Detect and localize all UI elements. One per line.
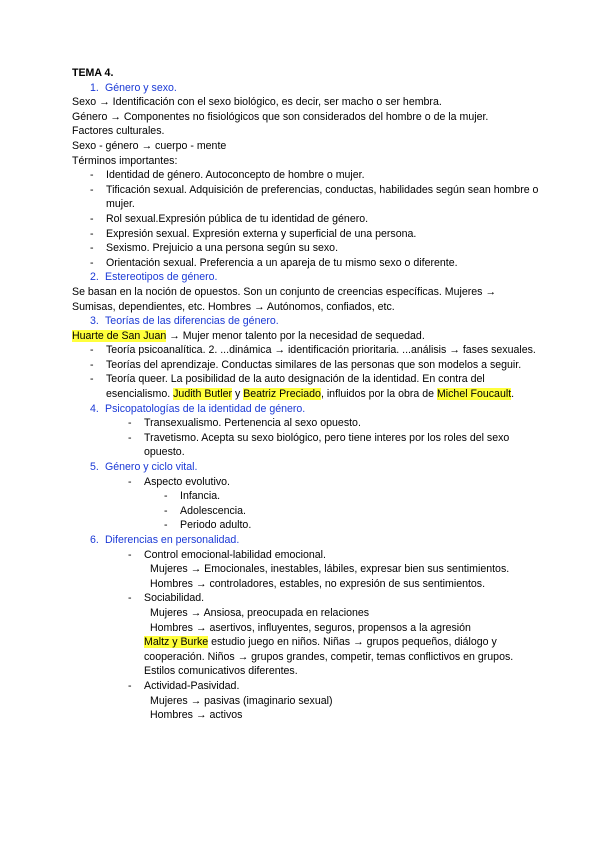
section-heading-4: 4. Psicopatologías de la identidad de género. — [90, 402, 306, 415]
section-heading-6: 6. Diferencias en personalidad. — [90, 534, 240, 546]
list-item: - Travetismo. Acepta su sexo biológico, pero tiene interes por los roles del sexo opuesto. — [128, 431, 510, 459]
paragraph: Sexo → Identificación con el sexo biológico, es decir, ser macho o ser hembra. — [72, 96, 442, 109]
list-item: - Aspecto evolutivo. — [128, 475, 230, 488]
detail-paragraph: Maltz y Burke estudio juego en niños. Niñas → grupos pequeños, diálogo y cooperación. Niños → grupos grandes, competir, temas conflictivos en grupos. Estilos comunicativos diferentes. — [144, 636, 514, 678]
sub-list-item: - Periodo adulto. — [164, 519, 252, 532]
list-item: - Teorías del aprendizaje. Conductas similares de las personas que son modelos a seguir. — [90, 358, 522, 371]
highlight-butler: Judith Butler — [173, 388, 233, 401]
list-item: - Control emocional-labilidad emocional. — [128, 548, 326, 561]
list-item: - Sexismo. Prejuicio a una persona según su sexo. — [90, 242, 339, 255]
detail-line: Mujeres → Ansiosa, preocupada en relaciones — [150, 606, 370, 619]
list-item: - Tificación sexual. Adquisición de preferencias, conductas, habilidades según sean hombre o mujer. — [90, 183, 539, 211]
list-item: - Expresión sexual. Expresión externa y superficial de una persona. — [90, 227, 417, 240]
highlight-huarte: Huarte de San Juan — [72, 329, 167, 342]
list-item: - Rol sexual.Expresión pública de tu identidad de género. — [90, 212, 369, 225]
detail-line: Hombres → activos — [150, 709, 243, 722]
section-heading-3: 3. Teorías de las diferencias de género. — [90, 315, 279, 328]
section-heading-2: 2. Estereotipos de género. — [90, 271, 218, 284]
list-item: - Orientación sexual. Preferencia a un apareja de tu mismo sexo o diferente. — [90, 256, 458, 269]
paragraph: Género → Componentes no fisiológicos que son considerados del hombre o de la mujer. — [72, 110, 489, 123]
sub-list-item: - Adolescencia. — [164, 504, 246, 517]
detail-line: Hombres → controladores, estables, no expresión de sus sentimientos. — [150, 577, 486, 590]
list-item: - Teoría psicoanalítica. 2. ...dinámica → identificación prioritaria. ...análisis → fases sexuales. — [90, 344, 536, 357]
list-item: - Transexualismo. Pertenencia al sexo opuesto. — [128, 417, 361, 430]
list-item: - Teoría queer. La posibilidad de la auto designación de la identidad. En contra del esencialismo. Judith Butler y Beatriz Preciado, influidos por la obra de Michel Foucault. — [90, 373, 515, 401]
detail-line: Mujeres → pasivas (imaginario sexual) — [150, 694, 333, 707]
document-page — [72, 66, 542, 723]
highlight-foucault: Michel Foucault — [436, 388, 512, 401]
paragraph: Huarte de San Juan → Mujer menor talento por la necesidad de sequedad. — [72, 329, 425, 342]
highlight-maltz-burke: Maltz y Burke — [144, 636, 209, 649]
detail-line: Mujeres → Emocionales, inestables, lábiles, expresar bien sus sentimientos. — [150, 563, 510, 576]
detail-line: Hombres → asertivos, influyentes, seguros, propensos a la agresión — [150, 621, 471, 634]
page-title: TEMA 4. — [72, 67, 114, 79]
paragraph: Sexo - género → cuerpo - mente — [72, 139, 227, 152]
section-heading-1: 1. Género y sexo. — [90, 81, 177, 94]
highlight-preciado: Beatriz Preciado — [243, 388, 321, 401]
list-item: - Identidad de género. Autoconcepto de hombre o mujer. — [90, 169, 365, 182]
paragraph: Términos importantes: — [72, 154, 178, 167]
paragraph: Se basan en la noción de opuestos. Son un conjunto de creencias específicas. Mujeres → Sumisas, dependientes, etc. Hombres → Autónomos, confiados, etc. — [72, 285, 497, 313]
list-item: - Sociabilidad. — [128, 592, 205, 605]
paragraph: Factores culturales. — [72, 125, 165, 138]
sub-list-item: - Infancia. — [164, 490, 221, 503]
list-item: - Actividad-Pasividad. — [128, 679, 240, 692]
section-heading-5: 5. Género y ciclo vital. — [90, 461, 198, 474]
